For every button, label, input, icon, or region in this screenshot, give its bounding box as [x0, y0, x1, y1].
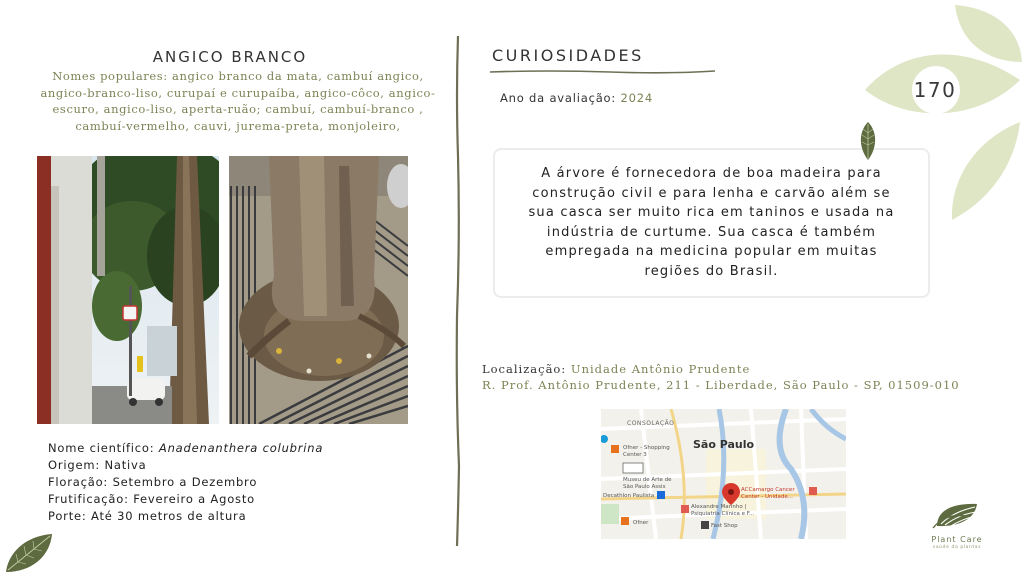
evaluation-year-label: Ano da avaliação:: [500, 91, 617, 105]
tree-number-badge: 170: [913, 78, 957, 102]
fact-value: Até 30 metros de altura: [91, 509, 247, 523]
curiosity-text-box: A árvore é fornecedora de boa madeira para construção civil e para lenha e carvão além se sua casca ser muito rica em taninos e usada na indústria de curtume. Sua casca é também empregada na medicina popular em muitas regiões do Brasil.: [493, 148, 930, 298]
store-icon: [611, 445, 619, 453]
fact-scientific-name: [48, 440, 323, 457]
map-place-5b: Psiquiatria Clínica e F...: [691, 511, 755, 517]
leaf-icon: [857, 121, 879, 161]
location-label: Localização:: [482, 362, 567, 376]
fact-size: [48, 508, 323, 525]
map-label-city: São Paulo: [693, 438, 755, 451]
map-place-2b: São Paulo Assis: [623, 484, 666, 490]
fact-flowering: [48, 474, 323, 491]
fact-value: Fevereiro a Agosto: [133, 492, 255, 506]
evaluation-year: [500, 91, 653, 105]
fact-value: Setembro a Dezembro: [112, 475, 258, 489]
location: [482, 362, 750, 376]
brand-logo: [922, 500, 992, 550]
map-place-4: ACCamargo Cancer: [741, 487, 795, 493]
hospital-icon: [681, 505, 689, 513]
location-address: R. Prof. Antônio Prudente, 211 - Liberdade, São Paulo - SP, 01509-010: [482, 378, 960, 392]
fact-label: Origem:: [48, 458, 101, 472]
fact-value: Nativa: [104, 458, 147, 472]
map-place-5: Alexandre Marinho |: [691, 504, 747, 510]
shopping-icon: [657, 491, 665, 499]
popular-names-label: Nomes populares:: [52, 69, 168, 83]
location-unit: Unidade Antônio Prudente: [570, 362, 751, 376]
curiosities-title: CURIOSIDADES: [492, 46, 644, 65]
fact-label: Floração:: [48, 475, 109, 489]
brand-leaf-icon: [931, 500, 983, 530]
map-place-6: Ofner: [633, 520, 649, 526]
location-map[interactable]: [601, 409, 846, 539]
tree-name-title: ANGICO BRANCO: [152, 48, 308, 66]
hospital-icon: [809, 487, 817, 495]
map-place-1: Ofner - Shopping: [623, 445, 670, 451]
brand-name: Plant Care: [931, 535, 983, 544]
fact-label: Nome científico:: [48, 441, 155, 455]
decorative-leaves-icon: [860, 0, 1024, 230]
popular-names: [36, 68, 440, 134]
map-place-3: Decathlon Paulista: [603, 493, 655, 499]
store-icon: [701, 521, 709, 529]
map-place-2: Museu de Arte de: [623, 477, 672, 483]
map-place-7: Fast Shop: [711, 523, 738, 529]
tree-trunk-photo: [229, 156, 408, 424]
fact-fruiting: [48, 491, 323, 508]
fact-origin: [48, 457, 323, 474]
corner-leaf-icon: [4, 532, 54, 574]
curiosities-underline: [490, 69, 715, 75]
evaluation-year-value: 2024: [620, 91, 654, 105]
fact-value: Anadenanthera colubrina: [158, 441, 324, 455]
museum-icon: [623, 463, 643, 473]
brand-tagline: saúde da plantas: [932, 545, 982, 550]
map-place-4b: Center - Unidade...: [741, 494, 794, 500]
fact-label: Frutificação:: [48, 492, 129, 506]
map-label-district: CONSOLAÇÃO: [627, 420, 675, 427]
store-icon: [621, 517, 629, 525]
tree-facts: [48, 440, 323, 525]
fact-label: Porte:: [48, 509, 87, 523]
map-place-1b: Center 3: [623, 452, 647, 458]
popular-names-list: angico branco da mata, cambuí angico, angico-branco-liso, curupaí e curupaíba, angico-côco, angico-escuro, angico-liso, aperta-ruão; cambuí, cambuí-branco , cambuí-vermelho, cauvi, jurema-preta, monjoleiro,: [40, 69, 436, 133]
column-divider: [454, 36, 462, 546]
tree-street-photo: [37, 156, 219, 424]
